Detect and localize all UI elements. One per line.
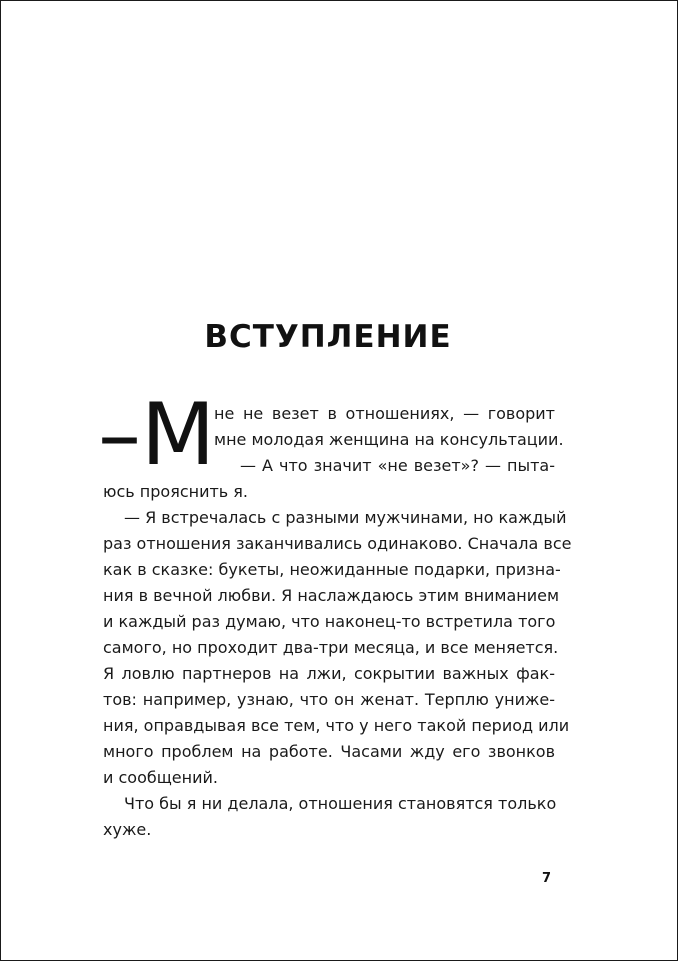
page-number: 7 (542, 871, 552, 886)
chapter-title: ВСТУПЛЕНИЕ (204, 319, 452, 355)
text-line: как в сказке: букеты, неожиданные подарки, призна- (103, 560, 561, 579)
text-line: и каждый раз думаю, что наконец-то встретила того (103, 612, 556, 631)
text-line: Я ловлю партнеров на лжи, сокрытии важных фак- (103, 664, 555, 683)
text-line: мне молодая женщина на консультации. (214, 430, 564, 449)
text-line: хуже. (103, 820, 152, 839)
text-line: самого, но проходит два-три месяца, и все меняется. (103, 638, 559, 657)
text-line: раз отношения заканчивались одинаково. Сначала все (103, 534, 572, 553)
text-line: не не везет в отношениях, — говорит (214, 404, 555, 423)
text-line: ния, оправдывая все тем, что у него такой период или (103, 716, 570, 735)
text-line: Что бы я ни делала, отношения становятся только (124, 794, 557, 813)
text-line: юсь прояснить я. (103, 482, 249, 501)
text-line: — Я встречалась с разными мужчинами, но каждый (124, 508, 567, 527)
text-line: — А что значит «не везет»? — пыта- (240, 456, 555, 475)
text-line: и сообщений. (103, 768, 218, 787)
text-line: тов: например, узнаю, что он женат. Терплю униже- (103, 690, 555, 709)
drop-cap: –М (98, 385, 216, 485)
text-line: ния в вечной любви. Я наслаждаюсь этим вниманием (103, 586, 560, 605)
text-line: много проблем на работе. Часами жду его звонков (103, 742, 555, 761)
